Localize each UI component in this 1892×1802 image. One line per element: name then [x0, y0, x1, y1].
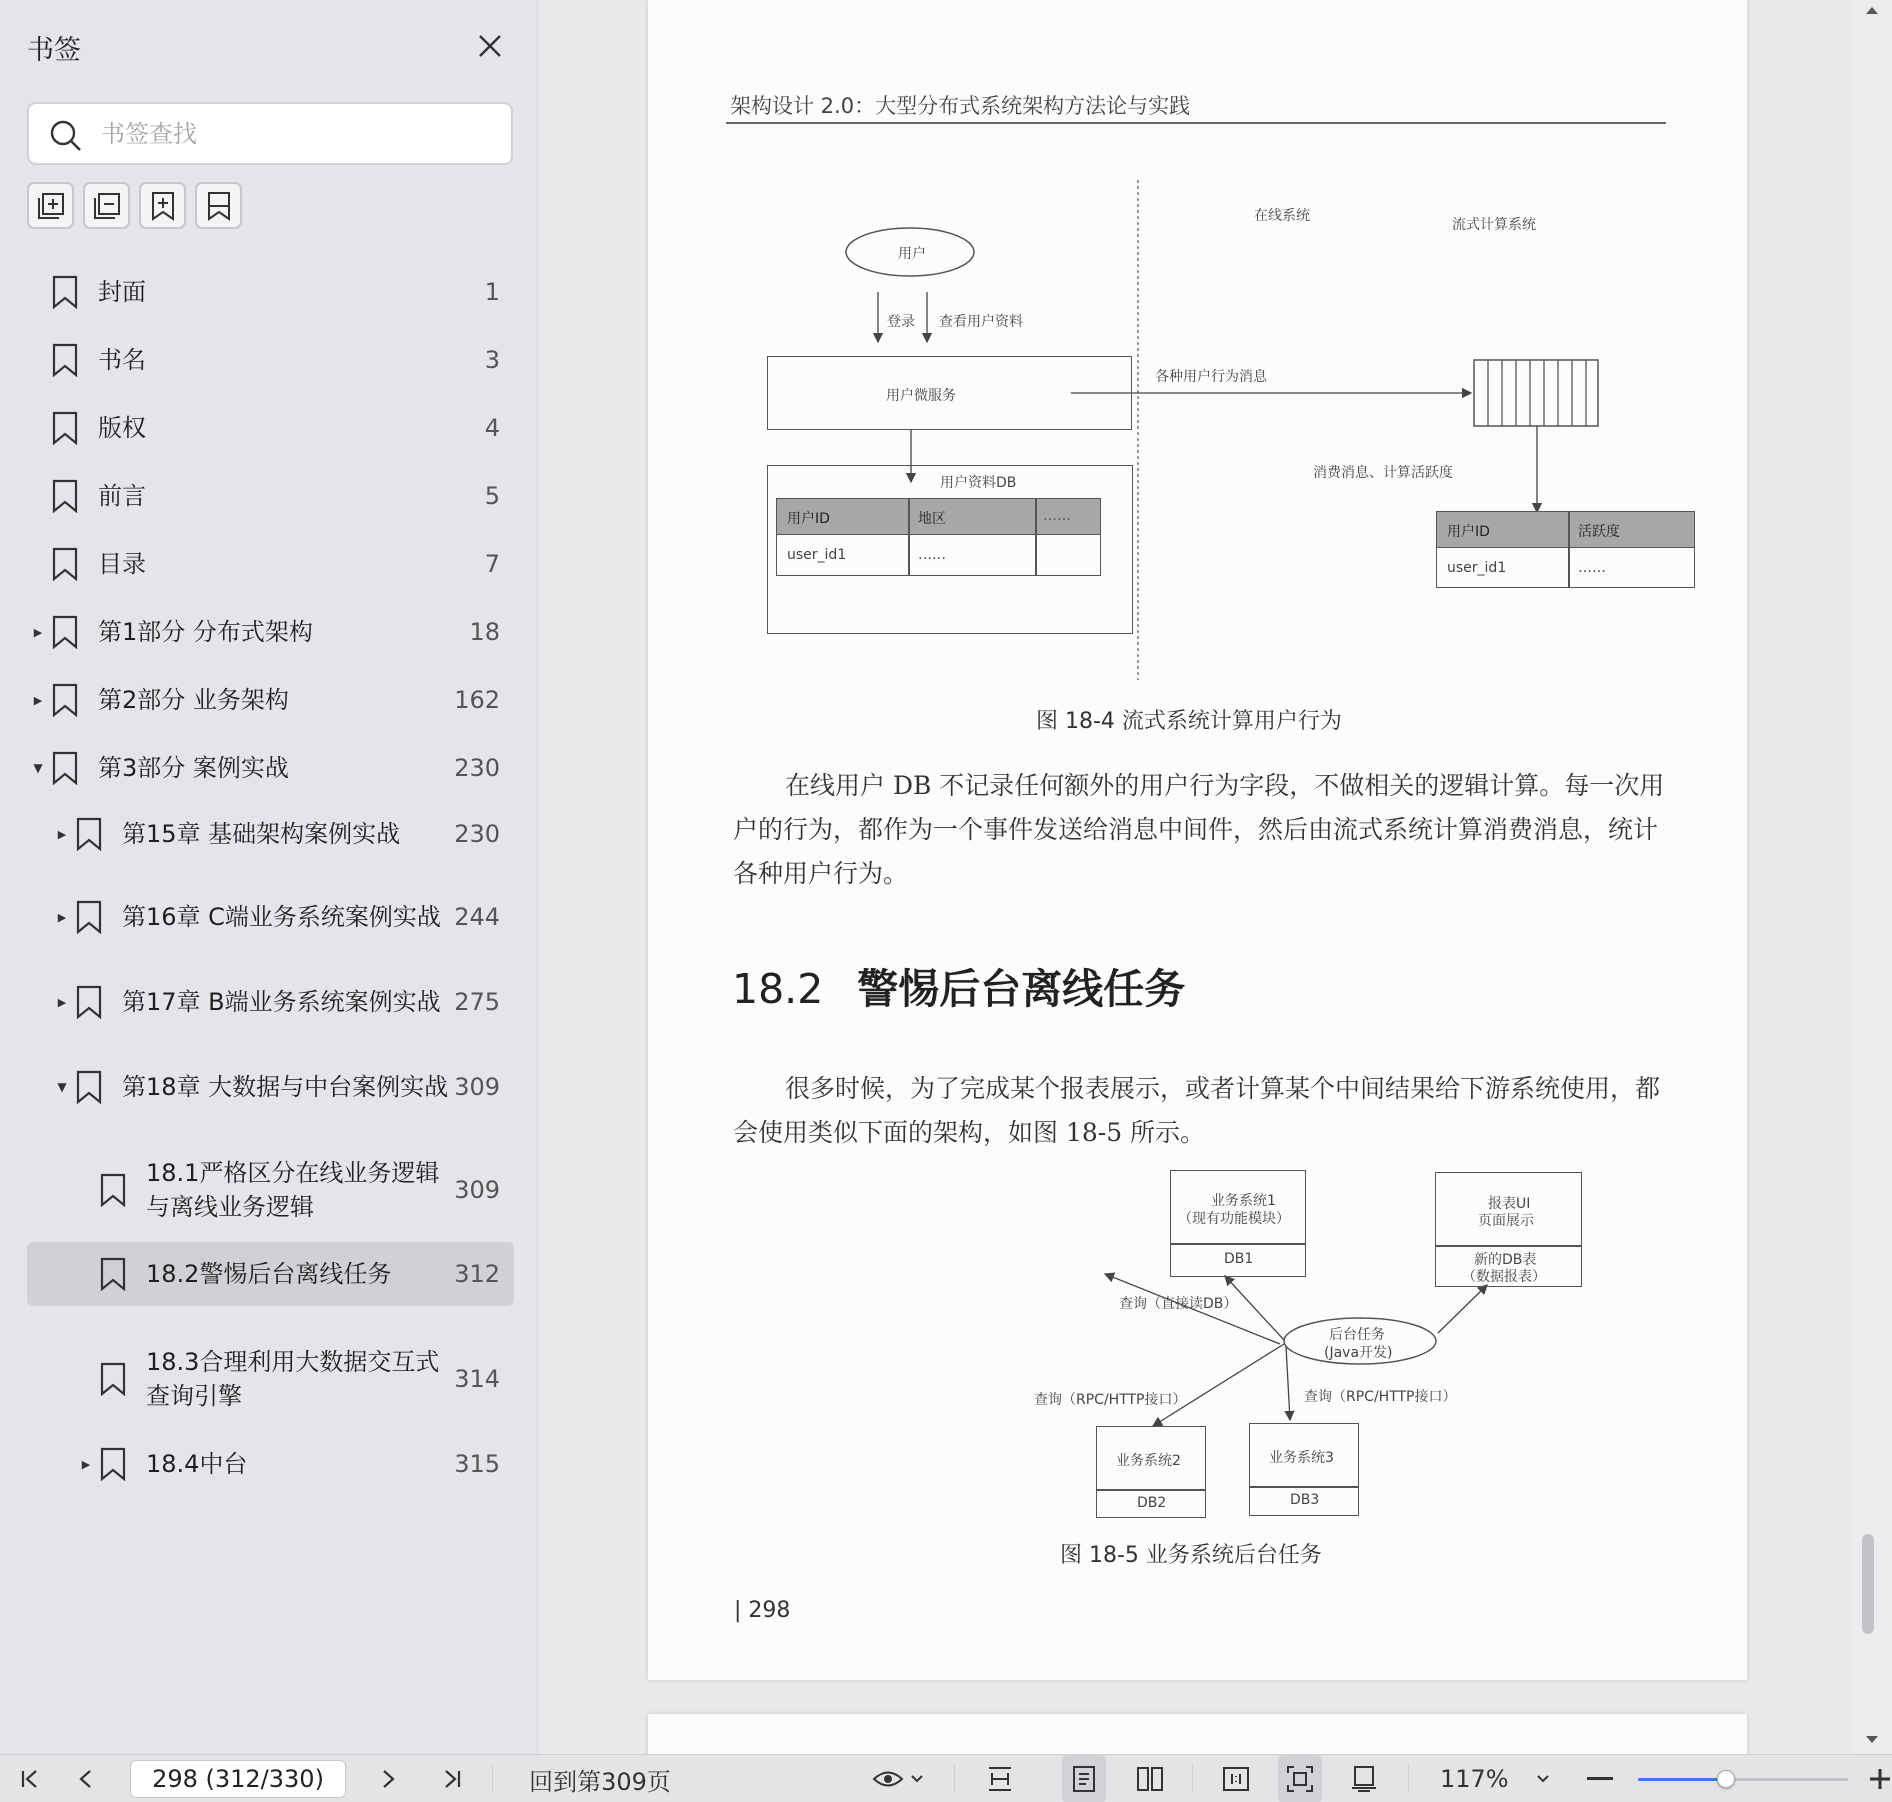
bookmark-label: 第3部分 案例实战: [98, 754, 289, 782]
go-back-button[interactable]: 回到第309页: [529, 1767, 671, 1796]
view-mode-dropdown[interactable]: [868, 1755, 928, 1802]
table1-cell-region: ……: [918, 547, 946, 563]
figure-18-5-caption: 图 18-5 业务系统后台任务: [1060, 1543, 1322, 1568]
sys1-line1: 业务系统1: [1211, 1193, 1276, 1209]
db2-label: DB2: [1137, 1495, 1167, 1511]
bookmark-page-number: 230: [454, 754, 500, 782]
table2-header-user-id: 用户ID: [1447, 524, 1490, 540]
bookmark-icon: [76, 900, 102, 934]
bookmark-icon: [203, 190, 235, 222]
table1-header-region: 地区: [918, 511, 946, 527]
table2-cell-activity: ……: [1578, 560, 1606, 576]
scrollbar-thumb[interactable]: [1862, 1534, 1874, 1634]
plus-icon: [1870, 1769, 1890, 1789]
zoom-in-button[interactable]: [1868, 1755, 1892, 1802]
bookmark-page-number: 309: [454, 1073, 500, 1101]
actual-size-icon: [1222, 1765, 1250, 1793]
bookmark-label: 前言: [98, 482, 146, 510]
login-label: 登录: [887, 314, 915, 330]
bookmark-page-number: 5: [484, 482, 500, 510]
bookmark-item[interactable]: [0, 326, 538, 394]
bookmark-icon: [52, 683, 78, 717]
toolbar-divider: [1408, 1765, 1409, 1793]
microservice-label: 用户微服务: [886, 388, 956, 404]
sys3-label: 业务系统3: [1269, 1450, 1334, 1466]
collapse-all-button[interactable]: [83, 182, 130, 229]
bookmark-label: 第15章 基础架构案例实战: [122, 820, 401, 848]
toolbar-divider: [1192, 1765, 1193, 1793]
eye-icon: [872, 1768, 904, 1790]
bookmark-page-number: 314: [454, 1365, 500, 1393]
caret-right-icon[interactable]: ▶: [33, 693, 43, 707]
stream-system-label: 流式计算系统: [1452, 217, 1536, 233]
db3-label: DB3: [1290, 1492, 1320, 1508]
bookmark-icon: [52, 479, 78, 513]
zoom-level[interactable]: 117%: [1440, 1765, 1509, 1793]
paragraph-2: 很多时候，为了完成某个报表展示，或者计算某个中间结果给下游系统使用，都会使用类似下面的架构，如图 18-5 所示。: [733, 1074, 1661, 1147]
bookmark-icon: [52, 751, 78, 785]
previous-page-button[interactable]: [66, 1755, 106, 1802]
bookmark-item[interactable]: [0, 1432, 538, 1496]
scroll-down-icon[interactable]: [1864, 1734, 1880, 1746]
toolbar-divider: [954, 1765, 955, 1793]
caret-right-icon[interactable]: ▶: [57, 995, 67, 1009]
report-line2: 页面展示: [1478, 1213, 1534, 1229]
bookmark-item[interactable]: [0, 968, 538, 1036]
caret-right-icon[interactable]: ▶: [57, 827, 67, 841]
figure-18-5: [648, 0, 1747, 1560]
bookmark-label: 封面: [98, 278, 146, 306]
table1-header-user-id: 用户ID: [787, 511, 830, 527]
table1-header-more: ……: [1043, 508, 1071, 524]
close-sidebar-button[interactable]: [470, 26, 510, 66]
bookmark-item[interactable]: [0, 462, 538, 530]
bookmark-item[interactable]: [0, 1036, 538, 1138]
add-bookmark-icon: [147, 190, 179, 222]
bookmark-icon: [52, 547, 78, 581]
newdb-line1: 新的DB表: [1474, 1252, 1537, 1268]
caret-right-icon[interactable]: ▶: [57, 910, 67, 924]
bookmark-label: 18.3合理利用大数据交互式查询引擎: [146, 1348, 440, 1410]
query-rpc-right-label: 查询（RPC/HTTP接口）: [1304, 1389, 1457, 1405]
zoom-slider-handle[interactable]: [1717, 1770, 1735, 1788]
query-rpc-left-label: 查询（RPC/HTTP接口）: [1034, 1392, 1187, 1408]
single-page-icon: [1071, 1765, 1097, 1793]
bookmark-label: 18.1严格区分在线业务逻辑与离线业务逻辑: [146, 1159, 440, 1221]
bookmark-item[interactable]: [0, 1138, 538, 1242]
bookmark-label: 18.4中台: [146, 1450, 248, 1478]
bookmark-page-number: 275: [454, 988, 500, 1016]
fit-page-icon: [1286, 1765, 1314, 1793]
newdb-line2: （数据报表）: [1462, 1269, 1546, 1285]
bookmark-item[interactable]: [0, 1326, 538, 1432]
bottom-toolbar: [0, 1754, 1892, 1802]
bookmark-search-input[interactable]: [101, 114, 491, 154]
fit-page-button[interactable]: [1278, 1755, 1322, 1802]
figure-18-5-lines: [648, 0, 1747, 1560]
fit-width-icon: [986, 1765, 1014, 1793]
section-number: 18.2: [732, 965, 824, 1013]
bookmark-label: 版权: [98, 414, 146, 442]
bookmark-label: 书名: [98, 346, 146, 374]
bookmark-item[interactable]: [0, 530, 538, 598]
bookmark-icon: [100, 1362, 126, 1396]
zoom-dropdown[interactable]: [1528, 1755, 1558, 1802]
bookmark-label: 第1部分 分布式架构: [98, 618, 313, 646]
chevron-left-icon: [75, 1768, 97, 1790]
task-line2: (Java开发): [1324, 1345, 1393, 1361]
bookmark-page-number: 3: [484, 346, 500, 374]
bookmark-page-number: 18: [469, 618, 500, 646]
table2-header-activity: 活跃度: [1578, 524, 1620, 540]
bookmark-page-number: 244: [454, 903, 500, 931]
caret-right-icon[interactable]: ▶: [33, 625, 43, 639]
bookmark-tools: [27, 182, 242, 229]
bookmark-page-number: 162: [454, 686, 500, 714]
fit-width-button[interactable]: [978, 1755, 1022, 1802]
zoom-slider-fill: [1638, 1778, 1726, 1781]
query-direct-label: 查询（直接读DB）: [1119, 1296, 1238, 1312]
bookmark-label: 目录: [98, 550, 146, 578]
two-page-icon: [1136, 1765, 1164, 1793]
last-page-icon: [441, 1768, 463, 1790]
two-page-button[interactable]: [1128, 1755, 1172, 1802]
chevron-right-icon: [377, 1768, 399, 1790]
first-page-button[interactable]: [10, 1755, 50, 1802]
bookmark-page-number: 230: [454, 820, 500, 848]
table1-cell-user-id: user_id1: [787, 547, 847, 563]
bookmark-icon: [52, 275, 78, 309]
document-page: [648, 0, 1747, 1680]
bookmark-label: 第16章 C端业务系统案例实战: [122, 903, 441, 931]
bookmark-item[interactable]: [0, 866, 538, 968]
chevron-down-icon: [910, 1774, 924, 1784]
expand-all-icon: [35, 190, 67, 222]
bookmark-icon: [100, 1257, 126, 1291]
section-title: 警惕后台离线任务: [857, 965, 1186, 1013]
bookmark-item[interactable]: [0, 666, 538, 734]
bookmark-page-number: 312: [454, 1260, 500, 1288]
bookmark-label: 第2部分 业务架构: [98, 686, 289, 714]
scroll-up-icon[interactable]: [1864, 4, 1880, 16]
single-page-button[interactable]: [1062, 1755, 1106, 1802]
db1-label: DB1: [1224, 1251, 1254, 1267]
bookmark-item[interactable]: [0, 394, 538, 462]
search-icon: [49, 119, 83, 153]
bookmark-item[interactable]: [0, 1242, 538, 1306]
bookmark-icon: [52, 411, 78, 445]
close-icon: [477, 33, 503, 59]
bookmark-label: 第18章 大数据与中台案例实战: [122, 1073, 449, 1101]
actual-size-button[interactable]: [1214, 1755, 1258, 1802]
expand-all-button[interactable]: [27, 182, 74, 229]
bookmark-page-number: 4: [484, 414, 500, 442]
bookmark-icon: [100, 1173, 126, 1207]
user-label: 用户: [898, 246, 926, 262]
caret-right-icon[interactable]: ▶: [81, 1457, 91, 1471]
figure-18-4-caption: 图 18-4 流式系统计算用户行为: [1036, 709, 1342, 734]
bookmark-item[interactable]: [0, 598, 538, 666]
bookmark-icon: [52, 343, 78, 377]
document-viewer[interactable]: [539, 0, 1873, 1754]
bookmark-button[interactable]: [195, 182, 242, 229]
bookmark-item[interactable]: [0, 802, 538, 866]
zoom-slider[interactable]: [1638, 1778, 1848, 1781]
bookmark-icon: [76, 817, 102, 851]
next-page-button[interactable]: [368, 1755, 408, 1802]
bookmark-page-number: 1: [484, 278, 500, 306]
caret-down-icon[interactable]: ▼: [33, 761, 43, 775]
table2-cell-user-id: user_id1: [1447, 560, 1507, 576]
page-number-value: 298: [748, 1598, 791, 1623]
bookmark-item[interactable]: [0, 734, 538, 802]
first-page-icon: [19, 1768, 41, 1790]
bookmark-icon: [76, 985, 102, 1019]
consume-label: 消费消息、计算活跃度: [1313, 465, 1453, 481]
bookmark-icon: [100, 1447, 126, 1481]
view-profile-label: 查看用户资料: [939, 314, 1023, 330]
caret-down-icon[interactable]: ▼: [57, 1080, 67, 1094]
sidebar-title: 书签: [27, 35, 81, 66]
bookmark-icon: [52, 615, 78, 649]
db-label: 用户资料DB: [940, 475, 1017, 491]
page-number-input[interactable]: [130, 1760, 346, 1798]
toolbar-divider: [492, 1765, 493, 1793]
minus-icon: [1587, 1777, 1613, 1781]
vertical-scrollbar[interactable]: [1852, 0, 1892, 1754]
bookmarks-sidebar: [0, 0, 538, 1754]
bookmark-label: 第17章 B端业务系统案例实战: [122, 988, 441, 1016]
bookmark-label: 18.2警惕后台离线任务: [146, 1260, 392, 1288]
running-header: 架构设计 2.0：大型分布式系统架构方法论与实践: [730, 94, 1191, 118]
zoom-out-button[interactable]: [1580, 1755, 1620, 1802]
page-number: | 298: [734, 1598, 791, 1623]
last-page-button[interactable]: [432, 1755, 472, 1802]
sys1-line2: （现有功能模块）: [1178, 1211, 1290, 1227]
bookmark-page-number: 7: [484, 550, 500, 578]
collapse-all-icon: [91, 190, 123, 222]
bookmark-icon: [76, 1070, 102, 1104]
chevron-down-icon: [1536, 1774, 1550, 1784]
page-layout-icon: [1350, 1765, 1378, 1793]
events-label: 各种用户行为消息: [1155, 369, 1267, 385]
sys2-label: 业务系统2: [1116, 1453, 1181, 1469]
online-system-label: 在线系统: [1254, 208, 1310, 224]
add-bookmark-button[interactable]: [139, 182, 186, 229]
report-line1: 报表UI: [1488, 1196, 1531, 1212]
bookmark-search-box[interactable]: [27, 102, 513, 165]
rotate-page-button[interactable]: [1342, 1755, 1386, 1802]
bookmark-item[interactable]: [0, 258, 538, 326]
bookmark-page-number: 309: [454, 1176, 500, 1204]
bookmark-page-number: 315: [454, 1450, 500, 1478]
task-line1: 后台任务: [1329, 1327, 1385, 1343]
paragraph-1: 在线用户 DB 不记录任何额外的用户行为字段，不做相关的逻辑计算。每一次用户的行为，都作为一个事件发送给消息中间件，然后由流式系统计算消费消息，统计各种用户行为。: [733, 771, 1665, 888]
